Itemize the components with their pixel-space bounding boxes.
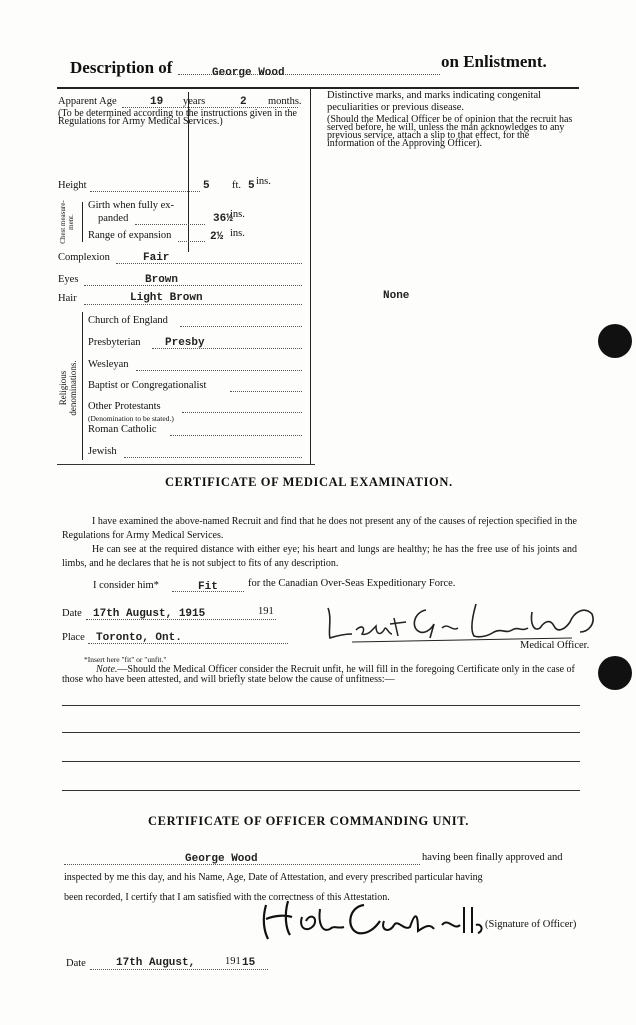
months-label: months. xyxy=(268,96,302,107)
marks-heading-2: peculiarities or previous disease. xyxy=(327,102,465,113)
eyes-label: Eyes xyxy=(58,274,79,285)
expansion-value: 2½ xyxy=(210,231,224,243)
consider-prefix: I consider him* xyxy=(93,580,159,591)
religion-church-of-england: Church of England xyxy=(88,315,168,326)
religion-wesleyan: Wesleyan xyxy=(88,359,129,370)
girth-unit: ins. xyxy=(230,209,245,220)
complexion-value: Fair xyxy=(143,252,170,264)
commanding-line-3: been recorded, I certify that I am satisfied with the correctness of this Attestation. xyxy=(64,892,390,903)
header-prefix: Description of xyxy=(70,58,173,77)
expansion-unit: ins. xyxy=(230,228,245,239)
years-label: years xyxy=(183,96,206,107)
commanding-date-typed-year: 15 xyxy=(242,957,256,969)
age-note: (To be determined according to the instructions given in the Regulations for Army Medical Services.) xyxy=(58,108,297,127)
religion-side-label: Religious denominations. xyxy=(58,360,78,416)
medical-heading: CERTIFICATE OF MEDICAL EXAMINATION. xyxy=(165,475,453,489)
girth-label-2: panded xyxy=(98,213,129,224)
medical-para-2: He can see at the required distance with either eye; his heart and lungs are healthy; he has the free use of his joints and limbs, and he declares that he is not subject to fits of any description. xyxy=(62,544,577,569)
age-label: Apparent Age xyxy=(58,96,117,107)
complexion-label: Complexion xyxy=(58,252,110,263)
ft-label: ft. xyxy=(232,180,242,191)
punch-hole-top xyxy=(598,324,632,358)
age-months: 2 xyxy=(240,96,247,108)
commanding-officer-signature xyxy=(258,895,488,943)
religion-baptist: Baptist or Congregationalist xyxy=(88,380,207,391)
medical-note-text: —Should the Medical Officer consider the Recruit unfit, he will fill in the foregoing Certificate only in the case of those who have been attested, and will briefly state below the cause of unfitness:— xyxy=(62,664,575,685)
medical-date-year-prefix: 191 xyxy=(258,606,274,617)
height-feet: 5 xyxy=(203,180,210,192)
medical-officer-signature xyxy=(322,598,600,646)
presbyterian-value: Presby xyxy=(165,337,205,349)
recruit-name: George Wood xyxy=(212,67,285,79)
insert-note: *Insert here "fit" or "unfit." xyxy=(84,655,167,664)
chest-label: Chest measure- ment. xyxy=(59,200,75,244)
religion-other-note: (Denomination to be stated.) xyxy=(88,414,174,423)
signature-of-officer-label: (Signature of Officer) xyxy=(485,919,577,930)
medical-para-1: I have examined the above-named Recruit and find that he does not present any of the causes of rejection specified in the Regulations for Army Medical Services. xyxy=(62,516,577,541)
commanding-date-value: 17th August, xyxy=(116,957,196,969)
height-inches: 5 xyxy=(248,180,255,192)
marks-heading-1: Distinctive marks, and marks indicating congenital xyxy=(327,90,542,101)
consider-suffix: for the Canadian Over-Seas Expeditionary Force. xyxy=(248,578,456,589)
eyes-value: Brown xyxy=(145,274,179,286)
medical-place-value: Toronto, Ont. xyxy=(96,632,182,644)
religion-other-protestants: Other Protestants xyxy=(88,401,161,412)
commanding-date-year: 191 xyxy=(225,956,241,967)
girth-value: 36½ xyxy=(213,213,233,225)
punch-hole-bottom xyxy=(598,656,632,690)
girth-label-1: Girth when fully ex- xyxy=(88,200,175,211)
header-suffix: on Enlistment. xyxy=(441,52,547,71)
medical-officer-label: Medical Officer. xyxy=(520,640,590,651)
medical-date-value: 17th August, 1915 xyxy=(93,608,206,620)
medical-date-label: Date xyxy=(62,608,82,619)
religion-jewish: Jewish xyxy=(88,446,117,457)
height-label: Height xyxy=(58,180,87,191)
commanding-heading: CERTIFICATE OF OFFICER COMMANDING UNIT. xyxy=(148,814,469,828)
age-years: 19 xyxy=(150,96,164,108)
religion-roman-catholic: Roman Catholic xyxy=(88,424,157,435)
medical-note xyxy=(62,665,577,685)
hair-label: Hair xyxy=(58,293,77,304)
medical-note-label: Note. xyxy=(96,664,118,675)
expansion-label: Range of expansion xyxy=(88,230,172,241)
consider-value: Fit xyxy=(198,581,218,593)
religion-presbyterian: Presbyterian xyxy=(88,337,141,348)
marks-note: (Should the Medical Officer be of opinion that the recruit has served before, he will, unless the man acknowledges to any previous service, attach a slip to that effect, for the information of the Approving Officer). xyxy=(327,114,573,149)
approved-text: having been finally approved and xyxy=(422,852,563,863)
hair-value: Light Brown xyxy=(130,292,203,304)
medical-place-label: Place xyxy=(62,632,85,643)
commanding-line-2: inspected by me this day, and his Name, Age, Date of Attestation, and every prescribed particular having xyxy=(64,872,483,883)
ins-label: ins. xyxy=(256,176,271,187)
commanding-name-value: George Wood xyxy=(185,853,258,865)
commanding-date-label: Date xyxy=(66,958,86,969)
marks-value: None xyxy=(383,290,410,302)
